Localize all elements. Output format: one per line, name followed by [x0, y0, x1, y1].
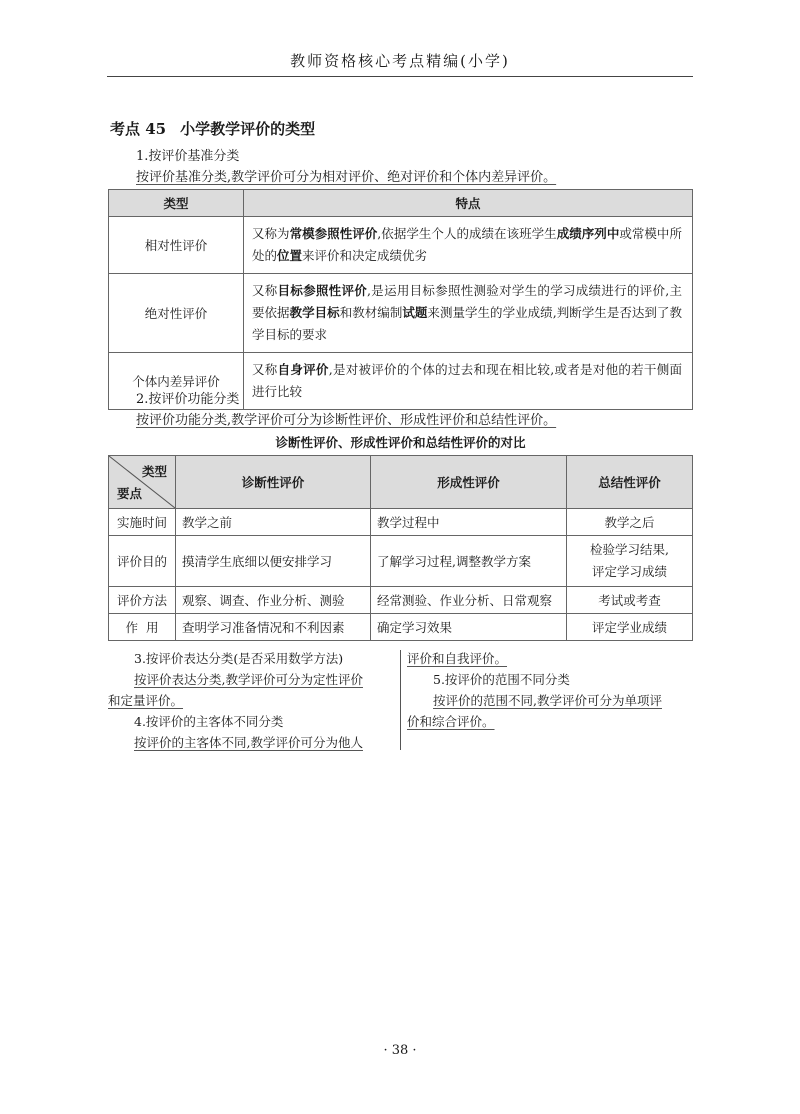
table-cell: 教学过程中 — [371, 509, 567, 536]
table-cell: 教学之后 — [567, 509, 693, 536]
row-type: 个体内差异评价 — [109, 353, 244, 410]
key-term: 位置 — [277, 248, 303, 263]
table-cell: 摸清学生底细以便安排学习 — [176, 536, 371, 587]
column-divider — [400, 650, 401, 750]
s3-sentence-line1: 按评价表达分类,教学评价可分为定性评价 — [134, 672, 363, 687]
row-label: 评价目的 — [109, 536, 176, 587]
table-cell: 查明学习准备情况和不利因素 — [176, 614, 371, 641]
s5-sentence-line2: 价和综合评价。 — [407, 714, 495, 729]
s2-heading: 2.按评价功能分类 — [136, 392, 240, 407]
s1-heading: 1.按评价基准分类 — [136, 149, 240, 164]
s5-heading: 5.按评价的范围不同分类 — [433, 672, 570, 687]
table-header-row — [109, 190, 693, 217]
s1-sentence: 按评价基准分类,教学评价可分为相对评价、绝对评价和个体内差异评价。 — [136, 170, 557, 185]
left-column — [108, 648, 396, 753]
table-row — [109, 509, 693, 536]
key-term: 自身评价 — [277, 362, 329, 377]
row-label: 评价方法 — [109, 587, 176, 614]
row-desc: 又称自身评价,是对被评价的个体的过去和现在相比较,或者是对他的若干侧面进行比较 — [244, 353, 693, 410]
table-cell: 教学之前 — [176, 509, 371, 536]
table-cell: 检验学习结果, 评定学习成绩 — [567, 536, 693, 587]
header-divider — [107, 76, 693, 77]
table-cell: 确定学习效果 — [371, 614, 567, 641]
table-cell: 观察、调查、作业分析、测验 — [176, 587, 371, 614]
table-row — [109, 614, 693, 641]
table-cell: 了解学习过程,调整教学方案 — [371, 536, 567, 587]
key-term: 成绩序列中 — [556, 226, 620, 241]
s4-sentence-line1: 按评价的主客体不同,教学评价可分为他人 — [134, 735, 363, 750]
table-row — [109, 587, 693, 614]
key-term: 常模参照性评价 — [289, 226, 378, 241]
page-number: · 38 · — [383, 1043, 417, 1058]
section-heading — [110, 118, 315, 139]
row-type: 绝对性评价 — [109, 274, 244, 353]
key-term: 目标参照性评价 — [277, 283, 368, 298]
s3-heading: 3.按评价表达分类(是否采用数学方法) — [134, 651, 344, 666]
table-header-row — [109, 456, 693, 509]
col-header-summative: 总结性评价 — [567, 456, 693, 509]
corner-header — [109, 456, 176, 509]
comparison-table — [108, 455, 693, 641]
row-label: 作 用 — [109, 614, 176, 641]
table-cell: 评定学业成绩 — [567, 614, 693, 641]
table-row — [109, 536, 693, 587]
comparison-table-caption: 诊断性评价、形成性评价和总结性评价的对比 — [275, 435, 526, 450]
row-desc: 又称为常模参照性评价,依据学生个人的成绩在该班学生成绩序列中或常模中所处的位置来评价和决定成绩优劣 — [244, 217, 693, 274]
row-type: 相对性评价 — [109, 217, 244, 274]
table-cell: 考试或考查 — [567, 587, 693, 614]
corner-bottom-label: 要点 — [117, 486, 143, 501]
col-header-diagnostic: 诊断性评价 — [176, 456, 371, 509]
row-label: 实施时间 — [109, 509, 176, 536]
right-column — [407, 648, 695, 732]
s3-sentence-line2: 和定量评价。 — [108, 693, 184, 708]
key-term: 试题 — [402, 305, 428, 320]
section-title: 小学教学评价的类型 — [180, 120, 316, 138]
key-term: 教学目标 — [289, 305, 340, 320]
s5-sentence-line1: 按评价的范围不同,教学评价可分为单项评 — [433, 693, 662, 708]
s4-heading: 4.按评价的主客体不同分类 — [134, 714, 284, 729]
col-header-formative: 形成性评价 — [371, 456, 567, 509]
table-row — [109, 217, 693, 274]
col-header-type: 类型 — [109, 190, 244, 217]
running-header: 教师资格核心考点精编(小学) — [290, 52, 510, 70]
s2-sentence: 按评价功能分类,教学评价可分为诊断性评价、形成性评价和总结性评价。 — [136, 413, 557, 428]
section-number: 考点 45 — [110, 120, 167, 138]
table-row — [109, 274, 693, 353]
reference-type-table — [108, 189, 693, 410]
row-desc: 又称目标参照性评价,是运用目标参照性测验对学生的学习成绩进行的评价,主要依据教学目标和教材编制试题来测量学生的学业成绩,判断学生是否达到了教学目标的要求 — [244, 274, 693, 353]
s4-sentence-line2: 评价和自我评价。 — [407, 651, 508, 666]
col-header-feature: 特点 — [244, 190, 693, 217]
corner-top-label: 类型 — [141, 464, 167, 479]
table-cell: 经常测验、作业分析、日常观察 — [371, 587, 567, 614]
